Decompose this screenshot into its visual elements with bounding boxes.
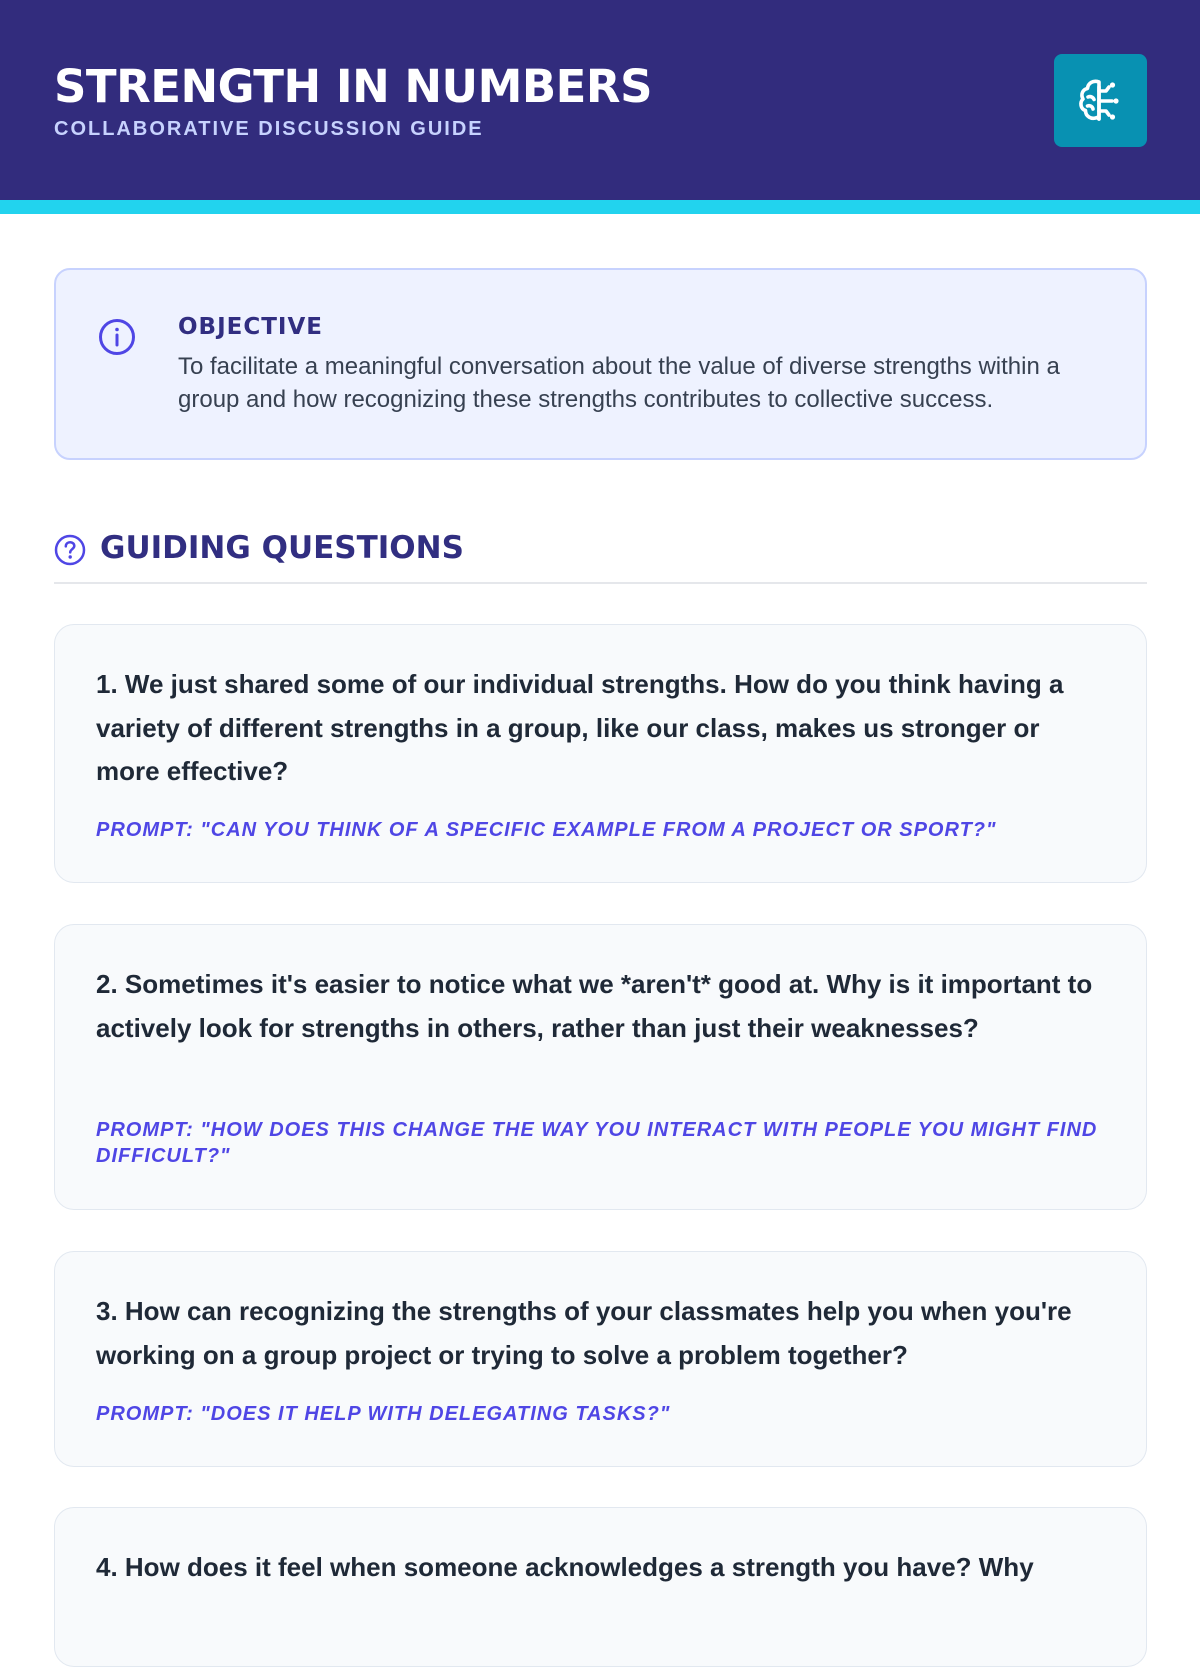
objective-box xyxy=(54,268,1147,460)
page-header xyxy=(0,0,1200,200)
question-prompt: PROMPT: "DOES IT HELP WITH DELEGATING TASKS?" xyxy=(96,1403,671,1425)
question-card xyxy=(54,1507,1147,1667)
info-icon xyxy=(98,318,136,361)
question-text: 1. We just shared some of our individual strengths. How do you think having a variety of different strengths in a group, like our class, makes us stronger or more effective? xyxy=(96,669,1064,786)
question-prompt: PROMPT: "HOW DOES THIS CHANGE THE WAY YOU INTERACT WITH PEOPLE YOU MIGHT FIND DIFFICULT?" xyxy=(96,1119,1098,1167)
page-title: STRENGTH IN NUMBERS xyxy=(54,60,652,113)
question-text: 3. How can recognizing the strengths of your classmates help you when you're working on a group project or trying to solve a problem together? xyxy=(96,1296,1072,1370)
question-circle-icon xyxy=(54,534,86,571)
brain-icon xyxy=(1054,54,1147,147)
question-card xyxy=(54,924,1147,1210)
question-prompt: PROMPT: "CAN YOU THINK OF A SPECIFIC EXAMPLE FROM A PROJECT OR SPORT?" xyxy=(96,819,997,841)
objective-label: OBJECTIVE xyxy=(178,314,323,340)
guiding-questions-header xyxy=(54,528,1147,584)
page-subtitle: COLLABORATIVE DISCUSSION GUIDE xyxy=(54,118,484,140)
question-card xyxy=(54,624,1147,883)
question-card xyxy=(54,1251,1147,1467)
guiding-questions-title: GUIDING QUESTIONS xyxy=(100,530,464,566)
question-text: 4. How does it feel when someone acknowledges a strength you have? Why xyxy=(96,1552,1034,1582)
question-text: 2. Sometimes it's easier to notice what we *aren't* good at. Why is it important to actively look for strengths in others, rather than just their weaknesses? xyxy=(96,969,1093,1043)
header-accent-stripe xyxy=(0,200,1200,214)
objective-text: To facilitate a meaningful conversation about the value of diverse strengths within a group and how recognizing these strengths contributes to collective success. xyxy=(178,353,1060,413)
